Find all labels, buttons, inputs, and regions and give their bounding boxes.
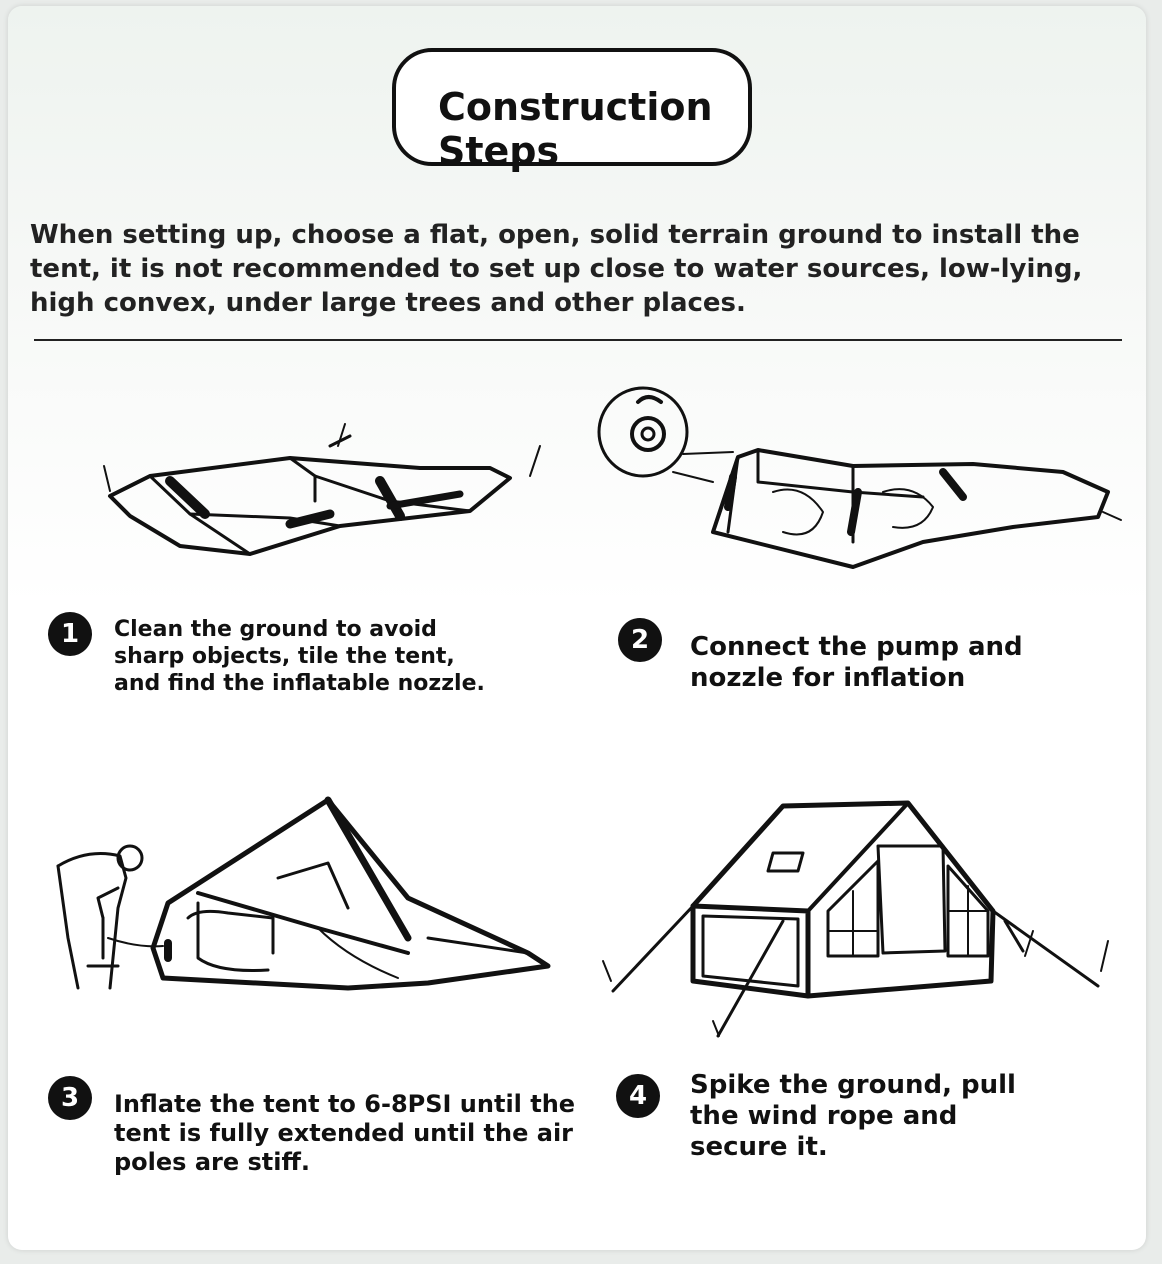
intro-paragraph [30, 218, 1120, 320]
step-1-line: sharp objects, tile the tent, [114, 644, 455, 669]
title-line-2: Steps [438, 129, 560, 173]
step-3-line: poles are stiff. [114, 1148, 311, 1176]
step-4-badge: 4 [616, 1074, 660, 1118]
intro-line: high convex, under large trees and other places. [30, 288, 746, 318]
step-3-badge: 3 [48, 1076, 92, 1120]
step-1-badge: 1 [48, 612, 92, 656]
step-2-badge: 2 [618, 618, 662, 662]
step-4-text [690, 1070, 1016, 1163]
step-4-line: the wind rope and [690, 1101, 958, 1131]
step-2-line: Connect the pump and [690, 632, 1023, 662]
step-2-line: nozzle for inflation [690, 663, 966, 693]
step-2-text [690, 632, 1023, 694]
intro-line: tent, it is not recommended to set up close to water sources, low-lying, [30, 254, 1083, 284]
step-1-line: Clean the ground to avoid [114, 617, 437, 642]
flat-tent-icon [90, 406, 550, 576]
step-1-line: and find the inflatable nozzle. [114, 671, 485, 696]
inflating-tent-icon [48, 788, 558, 998]
pump-nozzle-icon [593, 382, 1123, 582]
instruction-card [8, 6, 1146, 1250]
step-1-text [114, 616, 485, 697]
title-badge [392, 48, 752, 173]
title-line-1: Construction [438, 85, 713, 129]
step-3-line: Inflate the tent to 6-8PSI until the [114, 1090, 576, 1118]
step-3-text [114, 1090, 575, 1177]
step-3-line: tent is fully extended until the air [114, 1119, 573, 1147]
step-4-line: secure it. [690, 1132, 828, 1162]
divider [34, 339, 1122, 341]
intro-line: When setting up, choose a flat, open, solid terrain ground to install the [30, 220, 1080, 250]
step-4-line: Spike the ground, pull [690, 1070, 1016, 1100]
staked-tent-icon [593, 791, 1123, 1051]
